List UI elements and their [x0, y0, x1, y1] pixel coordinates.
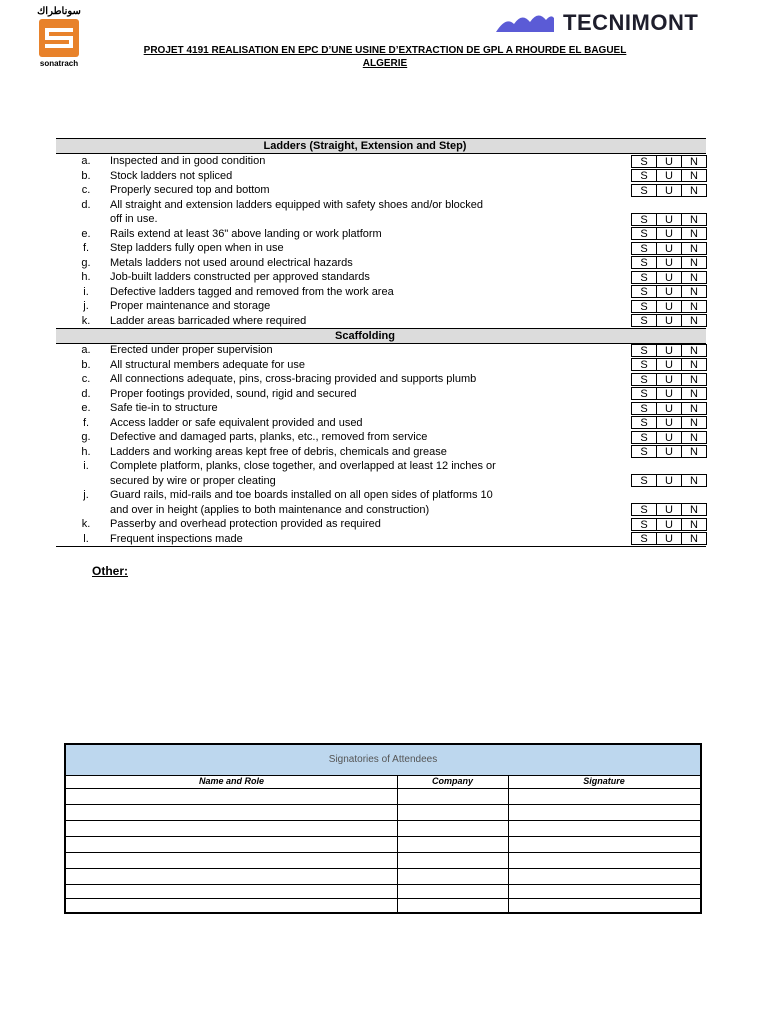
row-divider	[66, 898, 700, 899]
item-text	[110, 517, 530, 532]
rating-box-s[interactable]: S	[631, 503, 657, 516]
item-letter: h.	[81, 445, 91, 458]
item-text-line: Ladders and working areas kept free of debris, chemicals and grease	[110, 445, 447, 458]
item-text	[110, 401, 530, 416]
rating-box-u[interactable]: U	[656, 242, 682, 255]
rating-box-u[interactable]: U	[656, 155, 682, 168]
signatories-table	[64, 743, 702, 914]
rating-box-u[interactable]: U	[656, 387, 682, 400]
rating-boxes	[631, 271, 706, 284]
item-text-line: Step ladders fully open when in use	[110, 242, 284, 254]
item-text	[110, 532, 530, 547]
rating-box-u[interactable]: U	[656, 474, 682, 487]
item-text-line: and over in height (applies to both maintenance and construction)	[110, 503, 430, 516]
item-text-line: Properly secured top and bottom	[110, 184, 270, 196]
rating-box-s[interactable]: S	[631, 387, 657, 400]
rating-box-u[interactable]: U	[656, 227, 682, 240]
rating-box-s[interactable]: S	[631, 169, 657, 182]
item-text-line: Access ladder or safe equivalent provided and used	[110, 416, 363, 429]
item-text	[110, 343, 530, 358]
item-text-line: Rails extend at least 36" above landing or work platform	[110, 227, 382, 240]
rating-box-s[interactable]: S	[631, 155, 657, 168]
rating-box-n[interactable]: N	[681, 416, 707, 429]
rating-box-s[interactable]: S	[631, 518, 657, 531]
rating-box-u[interactable]: U	[656, 358, 682, 371]
item-letter: h.	[81, 271, 91, 283]
rating-box-n[interactable]: N	[681, 155, 707, 168]
item-letter: c.	[81, 373, 91, 385]
item-letter: l.	[83, 532, 89, 545]
rating-boxes	[631, 416, 706, 429]
item-text	[110, 488, 530, 517]
rating-boxes	[631, 300, 706, 313]
rating-box-n[interactable]: N	[681, 314, 707, 327]
item-text-line: Metals ladders not used around electrical hazards	[110, 256, 353, 269]
item-text-line: Safe tie-in to structure	[110, 402, 218, 414]
sonatrach-wordmark: sonatrach	[39, 59, 79, 68]
col-divider	[508, 775, 509, 912]
rating-boxes	[631, 242, 706, 255]
row-divider	[66, 836, 700, 837]
rating-box-s[interactable]: S	[631, 358, 657, 371]
signatories-title: Signatories of Attendees	[66, 745, 700, 776]
item-text-line: Passerby and overhead protection provided as required	[110, 518, 381, 530]
item-text-line: Ladder areas barricaded where required	[110, 314, 307, 327]
item-letter: f.	[82, 242, 90, 254]
rating-box-n[interactable]: N	[681, 344, 707, 357]
checklist-bottom-rule	[56, 546, 706, 547]
rating-box-n[interactable]: N	[681, 373, 707, 386]
rating-box-u[interactable]: U	[656, 285, 682, 298]
item-letter: j.	[83, 300, 89, 312]
rating-box-s[interactable]: S	[631, 532, 657, 545]
rating-box-u[interactable]: U	[656, 169, 682, 182]
item-text	[110, 256, 530, 271]
rating-box-u[interactable]: U	[656, 416, 682, 429]
item-text-line: off in use.	[110, 213, 158, 225]
item-letter: e.	[81, 227, 91, 240]
item-text-line: Stock ladders not spliced	[110, 169, 233, 182]
item-text	[110, 445, 530, 460]
rating-box-n[interactable]: N	[681, 285, 707, 298]
rating-box-n[interactable]: N	[681, 387, 707, 400]
row-divider	[66, 868, 700, 869]
item-text-line: Inspected and in good condition	[110, 155, 266, 167]
rating-box-s[interactable]: S	[631, 227, 657, 240]
rating-boxes	[631, 227, 706, 240]
rating-box-s[interactable]: S	[631, 242, 657, 255]
rating-box-n[interactable]: N	[681, 271, 707, 284]
rating-box-s[interactable]: S	[631, 474, 657, 487]
rating-box-s[interactable]: S	[631, 256, 657, 269]
rating-box-u[interactable]: U	[656, 184, 682, 197]
rating-boxes	[631, 169, 706, 182]
rating-box-u[interactable]: U	[656, 213, 682, 226]
rating-box-s[interactable]: S	[631, 271, 657, 284]
item-text	[110, 416, 530, 431]
row-divider	[66, 852, 700, 853]
rating-boxes	[631, 358, 706, 371]
item-text-line: All straight and extension ladders equipped with safety shoes and/or blocked	[110, 198, 484, 211]
scaffolding-section-header	[56, 328, 706, 344]
rating-box-n[interactable]: N	[681, 300, 707, 313]
rating-boxes	[631, 314, 706, 327]
item-text	[110, 459, 530, 488]
rating-boxes	[631, 518, 706, 531]
rating-box-u[interactable]: U	[656, 445, 682, 458]
item-letter: d.	[81, 387, 91, 400]
item-text	[110, 358, 530, 373]
rating-box-s[interactable]: S	[631, 416, 657, 429]
other-label: Other:	[92, 564, 128, 578]
rating-boxes	[631, 285, 706, 298]
row-divider	[66, 788, 700, 789]
item-text	[110, 241, 530, 256]
rating-box-n[interactable]: N	[681, 213, 707, 226]
item-text-line: Proper maintenance and storage	[110, 300, 271, 312]
rating-box-s[interactable]: S	[631, 431, 657, 444]
item-letter: i.	[83, 285, 89, 298]
item-letter: e.	[81, 402, 91, 414]
item-text	[110, 154, 530, 169]
rating-box-u[interactable]: U	[656, 503, 682, 516]
item-text-line: All connections adequate, pins, cross-bracing provided and supports plumb	[110, 373, 477, 385]
item-text-line: Frequent inspections made	[110, 532, 243, 545]
item-letter: b.	[81, 358, 91, 371]
item-text-line: Guard rails, mid-rails and toe boards installed on all open sides of platforms 10	[110, 489, 493, 501]
col-signature-header: Signature	[583, 776, 625, 786]
item-text	[110, 314, 530, 329]
item-letter: c.	[81, 184, 91, 196]
item-text	[110, 387, 530, 402]
item-letter: g.	[81, 431, 91, 443]
item-text	[110, 183, 530, 198]
sonatrach-emblem-icon	[39, 19, 79, 57]
rating-boxes	[631, 445, 706, 458]
item-text	[110, 372, 530, 387]
rating-box-n[interactable]: N	[681, 532, 707, 545]
rating-box-u[interactable]: U	[656, 532, 682, 545]
rating-boxes	[631, 532, 706, 545]
rating-box-s[interactable]: S	[631, 184, 657, 197]
rating-box-s[interactable]: S	[631, 314, 657, 327]
item-letter: g.	[81, 256, 91, 269]
rating-box-s[interactable]: S	[631, 213, 657, 226]
rating-boxes	[631, 387, 706, 400]
item-text	[110, 169, 530, 184]
item-letter: a.	[81, 155, 91, 167]
item-text-line: Job-built ladders constructed per approved standards	[110, 271, 370, 283]
item-text-line: Complete platform, planks, close together, and overlapped at least 12 inches or	[110, 460, 496, 472]
item-text	[110, 198, 530, 227]
rating-box-s[interactable]: S	[631, 402, 657, 415]
rating-box-n[interactable]: N	[681, 445, 707, 458]
col-name-role-header: Name and Role	[198, 776, 265, 786]
rating-box-n[interactable]: N	[681, 242, 707, 255]
rating-box-n[interactable]: N	[681, 402, 707, 415]
item-letter: d.	[81, 198, 91, 211]
rating-box-u[interactable]: U	[656, 431, 682, 444]
rating-box-n[interactable]: N	[681, 169, 707, 182]
tecnimont-wordmark: TECNIMONT	[563, 10, 699, 35]
rating-box-n[interactable]: N	[681, 184, 707, 197]
project-title	[120, 44, 650, 70]
rating-box-n[interactable]: N	[681, 256, 707, 269]
ladders-section-title: Ladders (Straight, Extension and Step)	[263, 140, 467, 152]
rating-box-u[interactable]: U	[656, 373, 682, 386]
item-letter: k.	[81, 314, 91, 327]
rating-box-n[interactable]: N	[681, 227, 707, 240]
scaffolding-section-title: Scaffolding	[335, 330, 395, 342]
rating-box-n[interactable]: N	[681, 518, 707, 531]
tecnimont-wave-icon	[496, 12, 556, 34]
ladders-section-header	[56, 138, 706, 154]
sonatrach-logo	[36, 6, 82, 68]
rating-box-u[interactable]: U	[656, 300, 682, 313]
rating-box-n[interactable]: N	[681, 503, 707, 516]
rating-box-n[interactable]: N	[681, 431, 707, 444]
item-letter: i.	[83, 460, 89, 472]
col-divider	[397, 775, 398, 912]
item-text	[110, 430, 530, 445]
item-text	[110, 270, 530, 285]
item-text-line: Defective ladders tagged and removed from the work area	[110, 285, 394, 298]
item-letter: a.	[81, 344, 91, 356]
item-text-line: Erected under proper supervision	[110, 344, 273, 356]
rating-boxes	[631, 155, 706, 168]
rating-boxes	[631, 402, 706, 415]
rating-boxes	[631, 344, 706, 357]
item-letter: j.	[83, 489, 89, 501]
sonatrach-arabic-wordmark: سوناطراك	[37, 6, 81, 17]
rating-box-s[interactable]: S	[631, 373, 657, 386]
rating-box-u[interactable]: U	[656, 402, 682, 415]
project-title-line2: ALGERIE	[362, 58, 408, 69]
item-letter: b.	[81, 169, 91, 182]
rating-box-n[interactable]: N	[681, 358, 707, 371]
tecnimont-logo	[496, 10, 746, 36]
rating-box-s[interactable]: S	[631, 445, 657, 458]
item-text-line: All structural members adequate for use	[110, 358, 306, 371]
rating-box-u[interactable]: U	[656, 518, 682, 531]
item-text-line: Proper footings provided, sound, rigid and secured	[110, 387, 357, 400]
item-text	[110, 227, 530, 242]
item-letter: k.	[81, 518, 91, 530]
rating-boxes	[631, 213, 706, 226]
rating-boxes	[631, 373, 706, 386]
rating-box-s[interactable]: S	[631, 285, 657, 298]
col-company-header: Company	[431, 776, 473, 786]
rating-box-s[interactable]: S	[631, 300, 657, 313]
row-divider	[66, 804, 700, 805]
item-text-line: Defective and damaged parts, planks, etc., removed from service	[110, 431, 428, 443]
item-letter: f.	[82, 416, 90, 429]
rating-boxes	[631, 474, 706, 487]
rating-box-u[interactable]: U	[656, 344, 682, 357]
project-title-line1: PROJET 4191 REALISATION EN EPC D’UNE USINE D’EXTRACTION DE GPL A RHOURDE EL BAGUEL	[143, 45, 627, 56]
rating-boxes	[631, 503, 706, 516]
rating-boxes	[631, 256, 706, 269]
item-text	[110, 299, 530, 314]
rating-boxes	[631, 431, 706, 444]
item-text	[110, 285, 530, 300]
rating-box-s[interactable]: S	[631, 344, 657, 357]
rating-boxes	[631, 184, 706, 197]
row-divider	[66, 884, 700, 885]
row-divider	[66, 820, 700, 821]
item-text-line: secured by wire or proper cleating	[110, 474, 276, 487]
rating-box-u[interactable]: U	[656, 314, 682, 327]
rating-box-n[interactable]: N	[681, 474, 707, 487]
rating-box-u[interactable]: U	[656, 271, 682, 284]
rating-box-u[interactable]: U	[656, 256, 682, 269]
